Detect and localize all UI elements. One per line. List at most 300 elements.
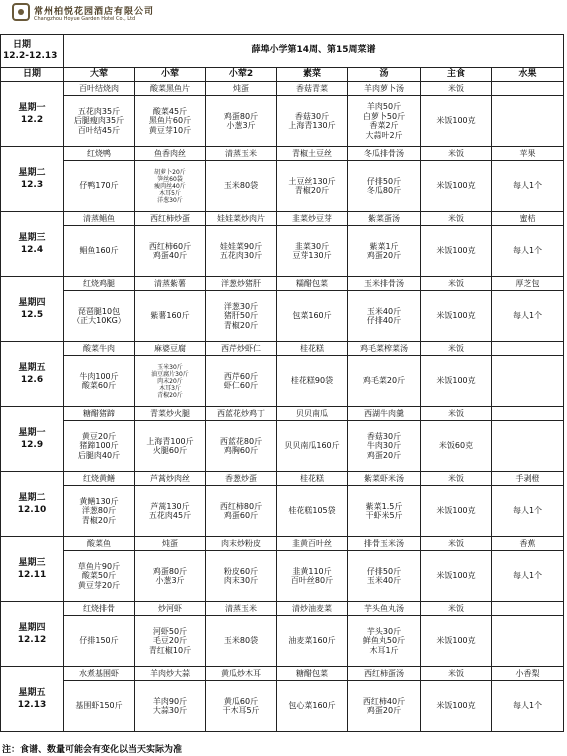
ingredient-line: 小葱3斤: [226, 121, 256, 130]
dish-soup: 玉米排骨汤: [348, 277, 421, 291]
ingredients-fruit: [492, 356, 564, 407]
ingredients-side-meat: [135, 681, 206, 732]
dish-row: [1, 407, 564, 421]
day-name: 星期四: [18, 623, 46, 633]
ingredient-line: 芦蒿130斤: [150, 501, 190, 511]
ingredient-line: 肉末20斤: [157, 377, 183, 385]
ingredient-line: 羊肉90斤: [152, 696, 188, 706]
day-date: 12.4: [20, 245, 44, 255]
ingredient-row: [1, 421, 564, 472]
ingredient-row: [1, 616, 564, 667]
ingredients-soup: [348, 616, 421, 667]
ingredients-main-meat: [64, 681, 135, 732]
ingredient-line: 香菜2斤: [369, 121, 399, 130]
ingredients-staple: [421, 161, 492, 212]
ingredient-line: 青椒20斤: [81, 515, 117, 525]
dish-vegetable: 糯醋包菜: [277, 277, 348, 291]
ingredients-fruit: [492, 616, 564, 667]
ingredients-staple: [421, 96, 492, 147]
dish-side-meat-2: 清蒸玉米: [206, 147, 277, 161]
ingredients-soup: [348, 681, 421, 732]
ingredient-line: 黄瓜60斤: [223, 696, 259, 706]
day-name: 星期四: [18, 298, 46, 308]
ingredient-row: [1, 551, 564, 602]
ingredients-side-meat: [135, 486, 206, 537]
ingredients-soup: [348, 356, 421, 407]
ingredient-line: 桂花糕105袋: [288, 506, 336, 516]
ingredients-soup: [348, 226, 421, 277]
ingredients-main-meat: [64, 161, 135, 212]
dish-vegetable: 桂花糕: [277, 472, 348, 486]
dish-main-meat: 红烧黄鳝: [64, 472, 135, 486]
dish-side-meat: 麻婆豆腐: [135, 342, 206, 356]
ingredient-line: 五花肉30斤: [219, 251, 263, 260]
ingredient-line: 米饭100克: [436, 636, 476, 646]
day-cell: [1, 602, 64, 667]
day-date: 12.2: [20, 115, 44, 125]
ingredient-line: 鸡毛菜20斤: [362, 376, 406, 386]
ingredient-line: 粉皮60斤: [223, 566, 259, 576]
dish-staple: 米饭: [421, 147, 492, 161]
ingredient-line: 每人1个: [512, 181, 543, 191]
ingredient-line: 米饭100克: [436, 506, 476, 516]
day-name: 星期五: [18, 688, 46, 698]
ingredient-line: 包心菜160斤: [288, 701, 336, 711]
ingredient-line: 鸡蛋40斤: [152, 251, 188, 260]
ingredient-line: 上海青100斤: [146, 436, 194, 446]
ingredient-line: 酸菜45斤: [152, 106, 188, 116]
day-cell: [1, 667, 64, 732]
dish-fruit: 小香梨: [492, 667, 564, 681]
ingredients-vegetable: [277, 161, 348, 212]
ingredient-line: 肉末30斤: [223, 576, 259, 585]
ingredient-line: 青椒20斤: [294, 186, 330, 195]
day-cell: [1, 212, 64, 277]
dish-side-meat: 鱼香肉丝: [135, 147, 206, 161]
ingredients-vegetable: [277, 226, 348, 277]
ingredient-line: 鸡胸60斤: [223, 446, 259, 455]
ingredients-staple: [421, 616, 492, 667]
ingredient-line: 每人1个: [512, 246, 543, 256]
table-header-row: [1, 35, 564, 68]
ingredient-line: 上海青130斤: [288, 121, 336, 130]
ingredient-line: 洋葱30斤: [157, 196, 183, 204]
ingredient-line: 韭菜30斤: [294, 241, 330, 251]
dish-side-meat-2: 黄瓜炒木耳: [206, 667, 277, 681]
dish-main-meat: 糖醋猪蹄: [64, 407, 135, 421]
dish-soup: 西湖牛肉羹: [348, 407, 421, 421]
dish-soup: 羊肉萝卜汤: [348, 82, 421, 96]
ingredients-main-meat: [64, 291, 135, 342]
ingredients-side-meat: [135, 161, 206, 212]
dish-staple: 米饭: [421, 277, 492, 291]
ingredient-row: [1, 291, 564, 342]
ingredients-side-meat: [135, 421, 206, 472]
dish-vegetable: 糖醋包菜: [277, 667, 348, 681]
ingredient-line: 笋丝60袋: [157, 175, 183, 183]
dish-staple: 米饭: [421, 342, 492, 356]
ingredient-row: [1, 356, 564, 407]
ingredients-side-meat: [135, 551, 206, 602]
ingredient-line: 香菇30斤: [366, 431, 402, 441]
ingredient-line: 油豆腐片30斤: [151, 370, 189, 378]
ingredients-side-meat-2: [206, 161, 277, 212]
ingredient-line: （正大10KG）: [72, 316, 126, 325]
ingredient-line: 青红椒10斤: [148, 645, 192, 655]
date-range: 12.2-12.13: [3, 51, 58, 61]
dish-side-meat: 炒河虾: [135, 602, 206, 616]
ingredient-line: 鸡蛋20斤: [366, 706, 402, 715]
ingredient-line: 鸡蛋80斤: [152, 566, 188, 576]
ingredient-line: 百叶结45斤: [77, 125, 121, 135]
ingredient-line: 仔排50斤: [366, 176, 402, 186]
ingredient-line: 米饭60克: [438, 441, 474, 451]
dish-row: [1, 147, 564, 161]
col-header-side-meat-2: 小荤2: [206, 68, 277, 82]
dish-fruit: [492, 602, 564, 616]
dish-row: [1, 472, 564, 486]
dish-fruit: [492, 407, 564, 421]
day-date: 12.11: [17, 570, 47, 580]
ingredients-main-meat: [64, 486, 135, 537]
hotel-emblem-icon: [12, 3, 30, 21]
dish-soup: 排骨玉米汤: [348, 537, 421, 551]
ingredient-line: 米饭100克: [436, 181, 476, 191]
ingredient-line: 西红柿80斤: [219, 501, 263, 511]
ingredient-line: 木耳5斤: [159, 189, 181, 197]
col-header-vegetable: 素菜: [277, 68, 348, 82]
dish-side-meat-2: 清蒸玉米: [206, 602, 277, 616]
dish-vegetable: 贝贝南瓜: [277, 407, 348, 421]
ingredients-soup: [348, 486, 421, 537]
dish-main-meat: 红烧排骨: [64, 602, 135, 616]
ingredient-row: [1, 96, 564, 147]
ingredients-vegetable: [277, 421, 348, 472]
ingredients-vegetable: [277, 486, 348, 537]
ingredients-vegetable: [277, 616, 348, 667]
dish-main-meat: 百叶结烧肉: [64, 82, 135, 96]
day-date: 12.12: [17, 635, 47, 645]
ingredient-line: 羊肉50斤: [366, 102, 402, 111]
ingredient-line: 仔排50斤: [366, 566, 402, 576]
col-header-staple: 主食: [421, 68, 492, 82]
ingredient-line: 火腿60斤: [152, 446, 188, 455]
ingredient-line: 黄豆芽10斤: [148, 125, 192, 135]
ingredient-line: 鸡蛋20斤: [366, 450, 402, 460]
ingredient-line: 仔排40斤: [366, 316, 402, 325]
ingredients-staple: [421, 356, 492, 407]
ingredients-fruit: [492, 681, 564, 732]
day-name: 星期三: [18, 233, 46, 243]
ingredients-side-meat: [135, 291, 206, 342]
dish-fruit: 苹果: [492, 147, 564, 161]
ingredient-line: 西红柿60斤: [148, 241, 192, 251]
col-header-main-meat: 大荤: [64, 68, 135, 82]
ingredient-line: 西蓝花80斤: [219, 436, 263, 446]
dish-staple: 米饭: [421, 602, 492, 616]
dish-side-meat: 西红柿炒蛋: [135, 212, 206, 226]
dish-staple: 米饭: [421, 212, 492, 226]
ingredient-line: 青椒20斤: [223, 320, 259, 330]
ingredient-line: 玉米40斤: [366, 576, 402, 585]
ingredient-line: 干木耳5斤: [222, 706, 260, 715]
ingredient-line: 牛肉30斤: [366, 441, 402, 451]
ingredient-line: 胡萝卜20斤: [154, 168, 186, 176]
ingredient-line: 草鱼片90斤: [77, 561, 121, 571]
ingredient-line: 鸡蛋20斤: [366, 251, 402, 260]
ingredient-line: 每人1个: [512, 571, 543, 581]
ingredient-line: 毛豆20斤: [152, 636, 188, 646]
ingredient-line: 黄鳝130斤: [79, 496, 119, 506]
dish-main-meat: 清蒸鲳鱼: [64, 212, 135, 226]
ingredient-line: 木耳3斤: [159, 384, 181, 392]
ingredient-line: 土豆丝130斤: [288, 176, 336, 186]
ingredients-main-meat: [64, 356, 135, 407]
ingredient-row: [1, 681, 564, 732]
col-header-soup: 汤: [348, 68, 421, 82]
ingredients-soup: [348, 161, 421, 212]
ingredients-main-meat: [64, 421, 135, 472]
day-name: 星期二: [18, 168, 46, 178]
ingredient-line: 玉米40斤: [366, 306, 402, 316]
ingredient-line: 大蒜叶2斤: [365, 130, 403, 140]
ingredients-soup: [348, 421, 421, 472]
day-cell: [1, 342, 64, 407]
dish-side-meat: 酸菜黑鱼片: [135, 82, 206, 96]
ingredients-vegetable: [277, 551, 348, 602]
footnote: 注：食谱、数量可能会有变化以当天实际为准: [2, 745, 183, 755]
ingredient-line: 洋葱30斤: [223, 301, 259, 311]
ingredient-line: 芋头30斤: [366, 626, 402, 636]
ingredients-main-meat: [64, 226, 135, 277]
ingredient-line: 桂花糕90袋: [290, 376, 334, 386]
ingredient-line: 大蒜30斤: [152, 706, 188, 715]
ingredients-fruit: [492, 226, 564, 277]
ingredient-line: 每人1个: [512, 506, 543, 516]
ingredients-side-meat-2: [206, 681, 277, 732]
ingredient-line: 猪肝50斤: [223, 311, 259, 321]
ingredients-vegetable: [277, 356, 348, 407]
dish-main-meat: 酸菜牛肉: [64, 342, 135, 356]
ingredients-main-meat: [64, 551, 135, 602]
company-name-en: Changzhou Hoyue Garden Hotel Co., Ltd: [34, 16, 136, 22]
day-cell: [1, 472, 64, 537]
day-name: 星期一: [18, 428, 46, 438]
ingredients-fruit: [492, 291, 564, 342]
date-label: 日期: [13, 40, 32, 50]
ingredient-line: 后腿瘦肉35斤: [73, 116, 125, 126]
day-date: 12.9: [20, 440, 44, 450]
ingredients-fruit: [492, 96, 564, 147]
dish-fruit: 手剥橙: [492, 472, 564, 486]
day-cell: [1, 277, 64, 342]
ingredient-line: 包菜160斤: [292, 311, 332, 321]
day-date: 12.3: [20, 180, 44, 190]
day-date: 12.10: [17, 505, 47, 515]
dish-fruit: [492, 342, 564, 356]
dish-fruit: 蜜桔: [492, 212, 564, 226]
ingredient-line: 紫菜1.5斤: [365, 501, 403, 511]
dish-fruit: [492, 82, 564, 96]
ingredient-line: 黄豆20斤: [81, 431, 117, 441]
ingredients-side-meat: [135, 616, 206, 667]
ingredient-line: 虾仁60斤: [223, 381, 259, 390]
ingredient-line: 鸡蛋60斤: [223, 511, 259, 520]
dish-side-meat: 青菜炒火腿: [135, 407, 206, 421]
ingredients-staple: [421, 551, 492, 602]
ingredients-staple: [421, 681, 492, 732]
ingredient-line: 贝贝南瓜160斤: [284, 441, 340, 451]
day-date: 12.5: [20, 310, 44, 320]
ingredient-line: 白萝卜50斤: [362, 111, 406, 121]
dish-main-meat: 酸菜鱼: [64, 537, 135, 551]
ingredient-line: 五花肉45斤: [148, 511, 192, 520]
ingredient-line: 米饭100克: [436, 376, 476, 386]
ingredient-line: 瘦肉丝40斤: [154, 182, 186, 190]
dish-side-meat-2: 洋葱炒猪肝: [206, 277, 277, 291]
ingredient-line: 米饭100克: [436, 701, 476, 711]
dish-staple: 米饭: [421, 667, 492, 681]
ingredients-main-meat: [64, 616, 135, 667]
ingredient-line: 基围虾150斤: [75, 701, 123, 711]
dish-soup: 紫菜虾米汤: [348, 472, 421, 486]
ingredients-side-meat: [135, 356, 206, 407]
dish-side-meat-2: 娃娃菜炒肉片: [206, 212, 277, 226]
dish-soup: 西红柿蛋汤: [348, 667, 421, 681]
dish-row: [1, 82, 564, 96]
col-header-date: 日期: [1, 68, 64, 82]
ingredient-line: 干虾米5斤: [365, 511, 403, 520]
ingredient-line: 青椒20斤: [157, 391, 183, 399]
ingredient-line: 仔排150斤: [79, 636, 119, 646]
ingredient-line: 豆芽130斤: [292, 251, 332, 260]
dish-row: [1, 537, 564, 551]
day-name: 星期三: [18, 558, 46, 568]
hotel-logo: [12, 3, 232, 25]
ingredient-line: 琵琶腿10包: [77, 306, 121, 316]
dish-side-meat-2: 炖蛋: [206, 82, 277, 96]
dish-row: [1, 212, 564, 226]
ingredient-line: 酸菜60斤: [81, 381, 117, 390]
dish-staple: 米饭: [421, 407, 492, 421]
ingredient-line: 后腿肉40斤: [77, 450, 121, 460]
dish-side-meat: 芦蒿炒肉丝: [135, 472, 206, 486]
ingredient-line: 西红柿40斤: [362, 696, 406, 706]
ingredient-row: [1, 161, 564, 212]
ingredient-row: [1, 486, 564, 537]
ingredients-side-meat-2: [206, 226, 277, 277]
ingredient-line: 米饭100克: [436, 116, 476, 126]
menu-table: [0, 34, 564, 732]
ingredients-vegetable: [277, 291, 348, 342]
dish-main-meat: 红烧鸭: [64, 147, 135, 161]
ingredient-line: 牛肉100斤: [79, 371, 119, 381]
ingredients-side-meat-2: [206, 421, 277, 472]
ingredients-staple: [421, 486, 492, 537]
dish-vegetable: 清炒油麦菜: [277, 602, 348, 616]
ingredients-main-meat: [64, 96, 135, 147]
ingredient-line: 紫菜1斤: [369, 241, 399, 251]
ingredient-line: 玉米30斤: [157, 363, 183, 371]
ingredient-line: 油麦菜160斤: [288, 636, 336, 646]
dish-fruit: 厚芝包: [492, 277, 564, 291]
ingredients-fruit: [492, 421, 564, 472]
ingredient-line: 米饭100克: [436, 311, 476, 321]
ingredient-line: 西芹60斤: [223, 371, 259, 381]
ingredients-staple: [421, 226, 492, 277]
ingredient-line: 仔鸭170斤: [79, 181, 119, 191]
dish-row: [1, 277, 564, 291]
dish-side-meat-2: 香葱炒蛋: [206, 472, 277, 486]
menu-table-wrapper: [0, 34, 567, 732]
date-range-cell: [1, 35, 64, 68]
ingredient-line: 百叶丝80斤: [290, 576, 334, 585]
day-cell: [1, 407, 64, 472]
ingredients-staple: [421, 291, 492, 342]
ingredients-soup: [348, 96, 421, 147]
dish-soup: 紫菜蛋汤: [348, 212, 421, 226]
dish-soup: 鸡毛菜榨菜汤: [348, 342, 421, 356]
dish-vegetable: 青椒土豆丝: [277, 147, 348, 161]
day-name: 星期五: [18, 363, 46, 373]
ingredients-side-meat-2: [206, 291, 277, 342]
ingredient-line: 鲜鱼丸50斤: [362, 636, 406, 646]
dish-row: [1, 602, 564, 616]
dish-vegetable: 韭菜炒豆芽: [277, 212, 348, 226]
dish-main-meat: 红烧鸡腿: [64, 277, 135, 291]
ingredients-soup: [348, 291, 421, 342]
dish-main-meat: 水煮基围虾: [64, 667, 135, 681]
ingredients-side-meat-2: [206, 551, 277, 602]
day-date: 12.13: [17, 700, 47, 710]
ingredient-line: 河虾50斤: [152, 626, 188, 636]
ingredient-line: 小葱3斤: [155, 576, 185, 585]
ingredient-line: 米饭100克: [436, 246, 476, 256]
ingredient-line: 米饭100克: [436, 571, 476, 581]
dish-side-meat-2: 西芹炒虾仁: [206, 342, 277, 356]
menu-title: 薛埠小学第14周、第15周菜谱: [64, 35, 564, 68]
dish-staple: 米饭: [421, 472, 492, 486]
day-name: 星期一: [18, 103, 46, 113]
ingredient-line: 冬瓜80斤: [366, 186, 402, 195]
dish-soup: 冬瓜排骨汤: [348, 147, 421, 161]
ingredients-soup: [348, 551, 421, 602]
day-cell: [1, 147, 64, 212]
dish-side-meat: 羊肉炒大蒜: [135, 667, 206, 681]
ingredient-line: 香菇30斤: [294, 111, 330, 121]
ingredient-line: 洋葱80斤: [81, 506, 117, 516]
dish-vegetable: 香菇青菜: [277, 82, 348, 96]
ingredients-staple: [421, 421, 492, 472]
dish-side-meat: 炖蛋: [135, 537, 206, 551]
col-header-fruit: 水果: [492, 68, 564, 82]
day-name: 星期二: [18, 493, 46, 503]
dish-side-meat-2: 肉末炒粉皮: [206, 537, 277, 551]
ingredients-side-meat: [135, 226, 206, 277]
dish-staple: 米饭: [421, 537, 492, 551]
ingredients-side-meat-2: [206, 486, 277, 537]
dish-vegetable: 桂花糕: [277, 342, 348, 356]
ingredients-vegetable: [277, 96, 348, 147]
ingredient-line: 玉米80袋: [223, 181, 259, 191]
ingredient-line: 黄豆芽20斤: [77, 580, 121, 590]
ingredient-line: 黑鱼片60斤: [148, 116, 192, 126]
dish-soup: 芋头鱼丸汤: [348, 602, 421, 616]
company-name: 常州柏悦花园酒店有限公司: [34, 7, 155, 17]
ingredient-line: 木耳1斤: [369, 645, 399, 655]
day-date: 12.6: [20, 375, 44, 385]
ingredients-side-meat: [135, 96, 206, 147]
